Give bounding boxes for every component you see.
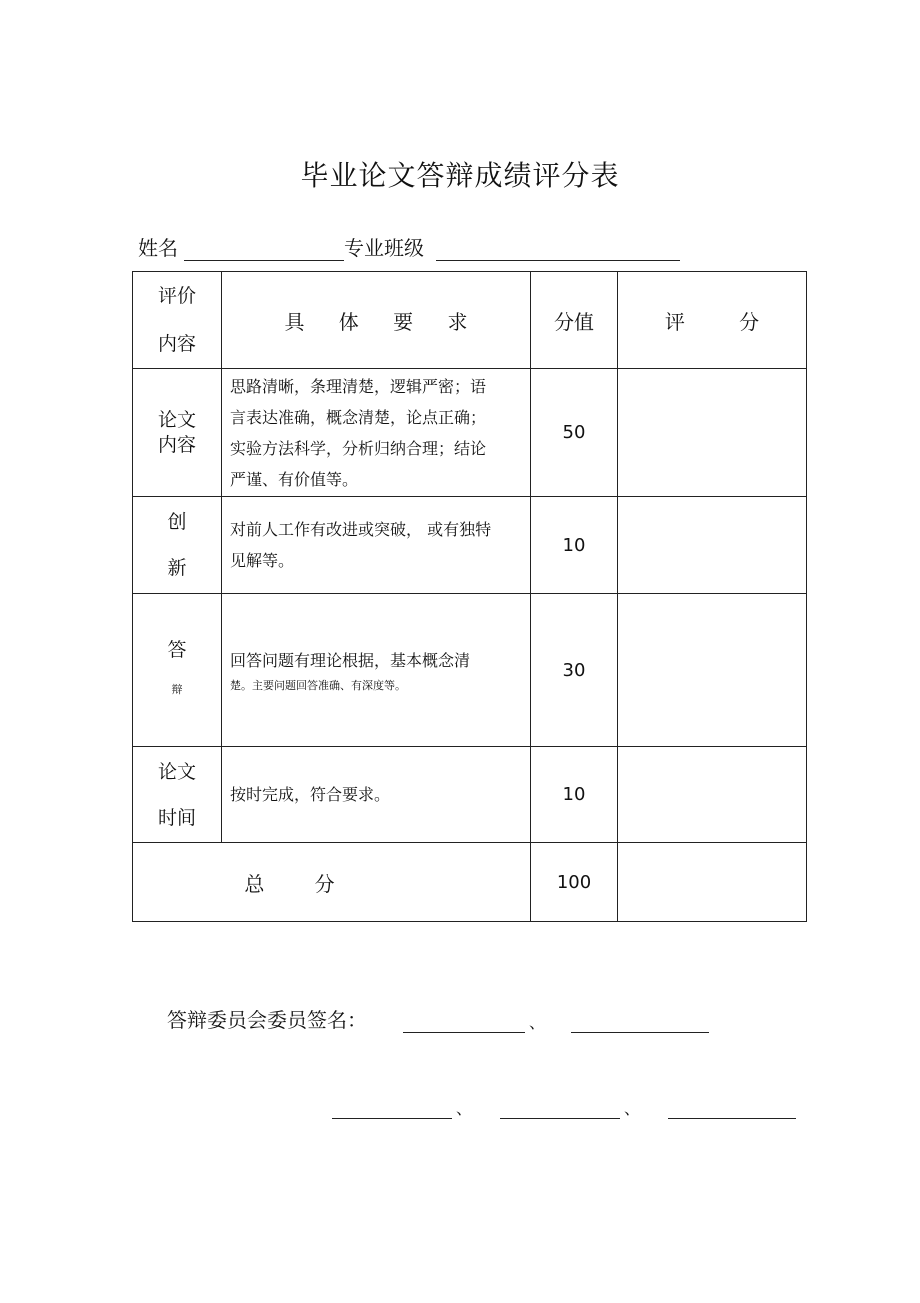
row-category-line2: 新 <box>167 557 187 579</box>
row-category-line2: 时间 <box>157 806 196 829</box>
total-score-cell[interactable] <box>618 843 807 922</box>
row-requirement: 按时完成，符合要求。 <box>222 747 531 843</box>
table-row <box>133 594 807 747</box>
total-label: 总 分 <box>133 843 531 922</box>
row-category <box>133 594 222 747</box>
table-row <box>133 747 807 843</box>
signature-field[interactable] <box>403 1008 525 1033</box>
row-requirement: 回答问题有理论根据，基本概念清 楚。主要问题回答准确、有深度等。 <box>222 594 531 747</box>
row-category-line2: 辩 <box>171 683 183 696</box>
header-score: 评 分 <box>618 272 807 369</box>
header-category <box>133 272 222 369</box>
signature-row-2 <box>332 1094 796 1119</box>
signature-field[interactable] <box>668 1094 796 1119</box>
signature-field[interactable] <box>571 1008 709 1033</box>
row-score-cell[interactable] <box>618 747 807 843</box>
signature-field[interactable] <box>332 1094 452 1119</box>
header-category-line2: 内容 <box>157 333 196 355</box>
row-category <box>133 497 222 594</box>
signature-separator: 、 <box>624 1099 641 1118</box>
name-label: 姓名 <box>138 236 178 260</box>
row-score-cell[interactable] <box>618 594 807 747</box>
row-requirement: 思路清晰，条理清楚，逻辑严密；语 言表达准确，概念清楚，论点正确； 实验方法科学，分析归纳合理；结论 严谨、有价值等。 <box>222 369 531 497</box>
table-row <box>133 497 807 594</box>
class-label: 专业班级 <box>344 236 424 260</box>
row-category <box>133 747 222 843</box>
total-row <box>133 843 807 922</box>
row-value: 50 <box>531 369 618 497</box>
row-category-line2: 内容 <box>157 433 196 456</box>
row-value: 10 <box>531 747 618 843</box>
row-category-line1: 论文 <box>157 760 196 783</box>
page-title: 毕业论文答辩成绩评分表 <box>300 159 620 192</box>
signature-label: 答辩委员会委员签名： <box>167 1008 367 1032</box>
header-category-line1: 评价 <box>157 285 196 307</box>
student-info-row <box>138 232 680 261</box>
row-category-line1: 论文 <box>157 408 196 431</box>
row-requirement: 对前人工作有改进或突破， 或有独特 见解等。 <box>222 497 531 594</box>
header-value: 分值 <box>531 272 618 369</box>
total-value: 100 <box>531 843 618 922</box>
header-requirement: 具 体 要 求 <box>222 272 531 369</box>
row-category <box>133 369 222 497</box>
row-score-cell[interactable] <box>618 497 807 594</box>
table-row <box>133 369 807 497</box>
class-field[interactable] <box>436 236 680 261</box>
score-table <box>132 271 807 922</box>
row-value: 10 <box>531 497 618 594</box>
signature-separator: 、 <box>456 1099 473 1118</box>
row-category-line1: 创 <box>167 511 187 533</box>
row-value: 30 <box>531 594 618 747</box>
signature-row-1 <box>167 1004 709 1033</box>
signature-separator: 、 <box>529 1013 546 1032</box>
row-category-line1: 答 <box>167 639 187 661</box>
signature-field[interactable] <box>500 1094 620 1119</box>
row-score-cell[interactable] <box>618 369 807 497</box>
table-header-row <box>133 272 807 369</box>
name-field[interactable] <box>184 236 344 261</box>
